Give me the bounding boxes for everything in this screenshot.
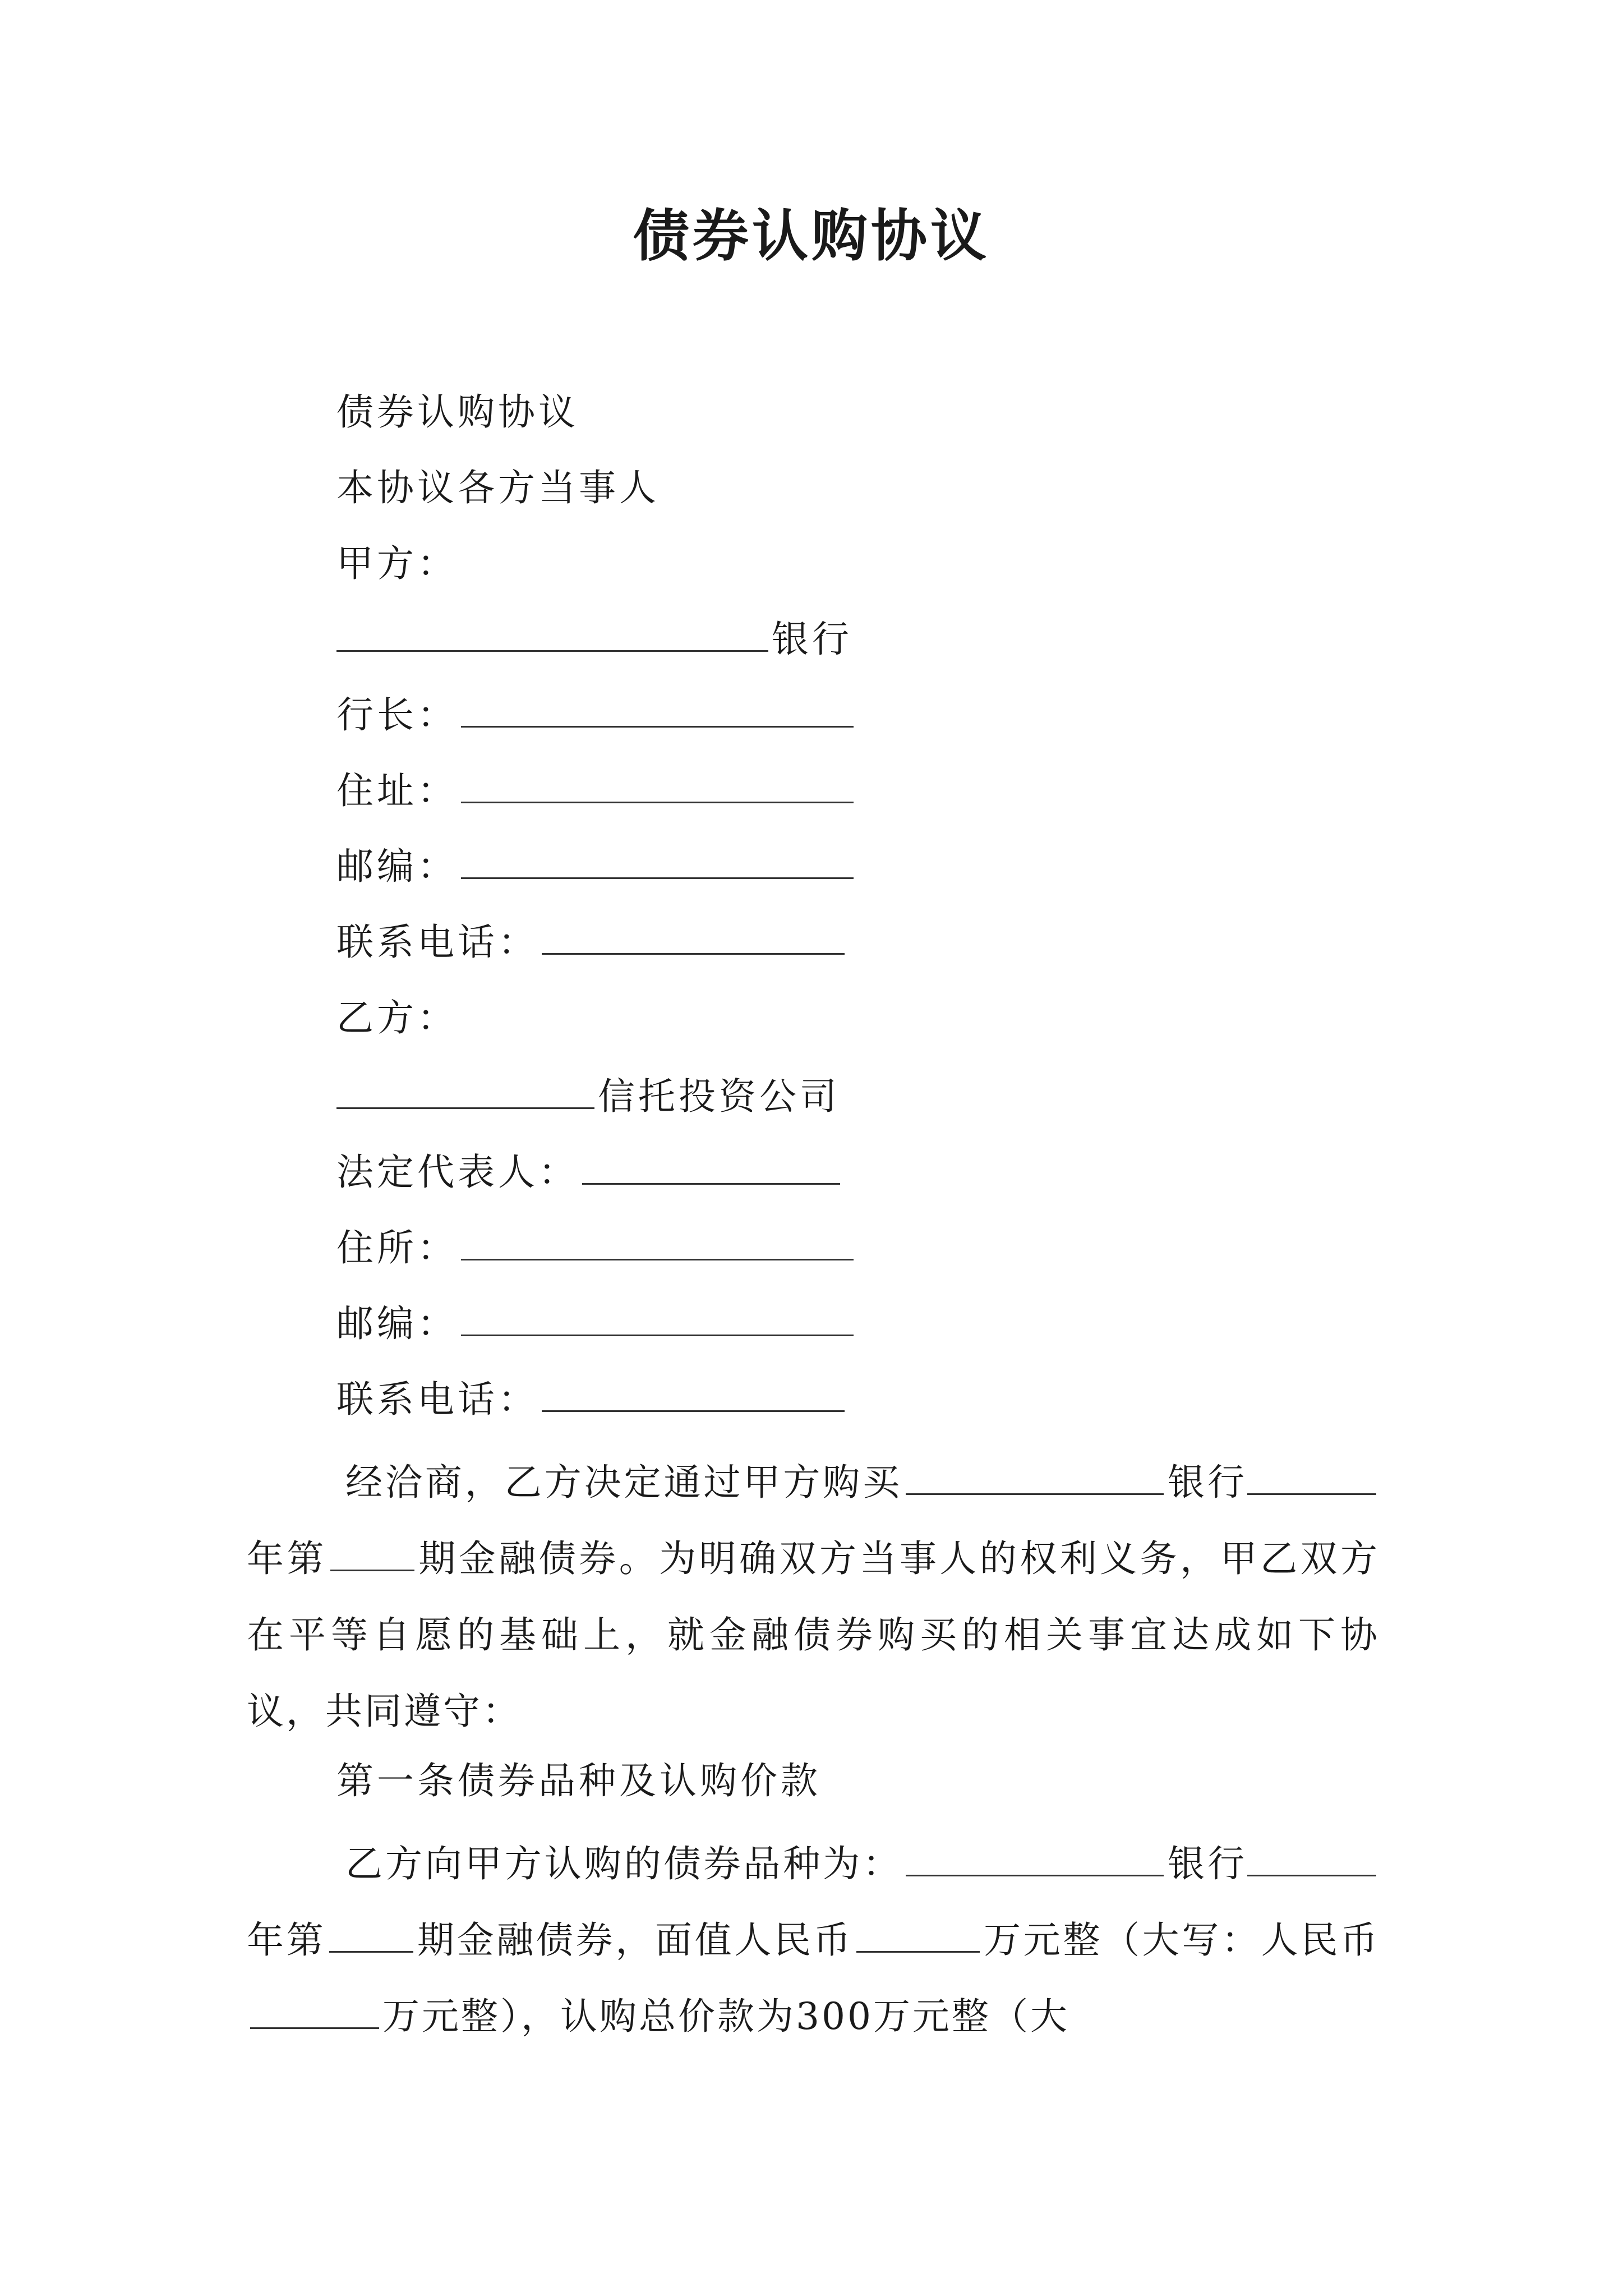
party-b-rep-label: 法定代表人： xyxy=(336,1151,579,1194)
party-a-postcode-blank[interactable] xyxy=(461,841,854,879)
issue-blank[interactable] xyxy=(330,1534,414,1571)
party-b-company-line xyxy=(336,1071,840,1122)
document-title: 债券认购协议 xyxy=(633,203,990,269)
negotiation-paragraph xyxy=(247,1444,1380,1750)
bond-issue-blank[interactable] xyxy=(329,1915,413,1953)
party-a-bank-name-blank[interactable] xyxy=(336,614,768,652)
party-a-label: 甲方： xyxy=(336,542,458,585)
doc-name-line: 债券认购协议 xyxy=(336,390,579,434)
year-blank[interactable] xyxy=(1247,1457,1376,1495)
article-1-text-1: 乙方向甲方认购的债券品种为： xyxy=(345,1842,903,1885)
party-b-residence-blank[interactable] xyxy=(461,1223,854,1260)
party-b-residence-label: 住所： xyxy=(336,1226,458,1269)
party-b-label: 乙方： xyxy=(336,996,458,1039)
party-b-residence-line xyxy=(336,1223,857,1273)
negotiation-text-3: 年第 xyxy=(247,1537,327,1580)
party-a-phone-line xyxy=(336,917,848,968)
party-a-president-label: 行长： xyxy=(336,693,458,737)
party-b-postcode-blank[interactable] xyxy=(461,1299,854,1336)
party-a-phone-label: 联系电话： xyxy=(336,921,538,964)
party-b-phone-blank[interactable] xyxy=(542,1374,845,1412)
party-a-bank-suffix: 银行 xyxy=(772,618,852,661)
party-a-bank-line xyxy=(336,614,852,665)
article-1-text-3: 年第 xyxy=(247,1918,326,1962)
party-b-company-suffix: 信托投资公司 xyxy=(598,1075,840,1118)
party-b-phone-line xyxy=(336,1374,848,1425)
article-1-text-5: 万元整（大写：人民币 xyxy=(983,1918,1380,1962)
party-a-address-blank[interactable] xyxy=(461,766,854,803)
party-a-phone-blank[interactable] xyxy=(542,917,845,955)
article-1-text-6: 万元整），认购总价款为300万元整（大 xyxy=(382,1995,1069,2038)
face-value-uppercase-blank[interactable] xyxy=(250,1991,379,2029)
party-b-company-name-blank[interactable] xyxy=(336,1071,594,1109)
party-b-rep-line xyxy=(336,1147,843,1198)
negotiation-text-2: 银行 xyxy=(1167,1461,1248,1504)
party-a-address-line xyxy=(336,766,857,816)
party-b-postcode-label: 邮编： xyxy=(336,1302,458,1345)
party-a-postcode-line xyxy=(336,841,857,892)
article-1-heading: 第一条债券品种及认购价款 xyxy=(336,1759,821,1802)
bank-name-blank[interactable] xyxy=(906,1457,1164,1495)
parties-intro-line: 本协议各方当事人 xyxy=(336,466,660,509)
bond-bank-blank[interactable] xyxy=(906,1839,1164,1876)
party-b-postcode-line xyxy=(336,1299,857,1349)
article-1-paragraph xyxy=(247,1826,1380,2055)
face-value-blank[interactable] xyxy=(856,1915,980,1953)
party-a-president-line xyxy=(336,690,857,740)
negotiation-text-4: 期金融债券。为明确双方当事人的权利义务，甲乙双方在平等自愿的基础上，就金融债券购买的相关事宜达成如下协议，共同遵守： xyxy=(247,1537,1380,1733)
party-a-postcode-label: 邮编： xyxy=(336,845,458,888)
negotiation-text-1: 经洽商，乙方决定通过甲方购买 xyxy=(345,1461,903,1504)
party-a-president-blank[interactable] xyxy=(461,690,854,728)
party-b-phone-label: 联系电话： xyxy=(336,1378,538,1421)
bond-year-blank[interactable] xyxy=(1247,1839,1376,1876)
party-b-rep-blank[interactable] xyxy=(582,1147,840,1185)
party-a-address-label: 住址： xyxy=(336,769,458,812)
article-1-text-2: 银行 xyxy=(1167,1842,1248,1885)
article-1-text-4: 期金融债券，面值人民币 xyxy=(417,1918,854,1962)
